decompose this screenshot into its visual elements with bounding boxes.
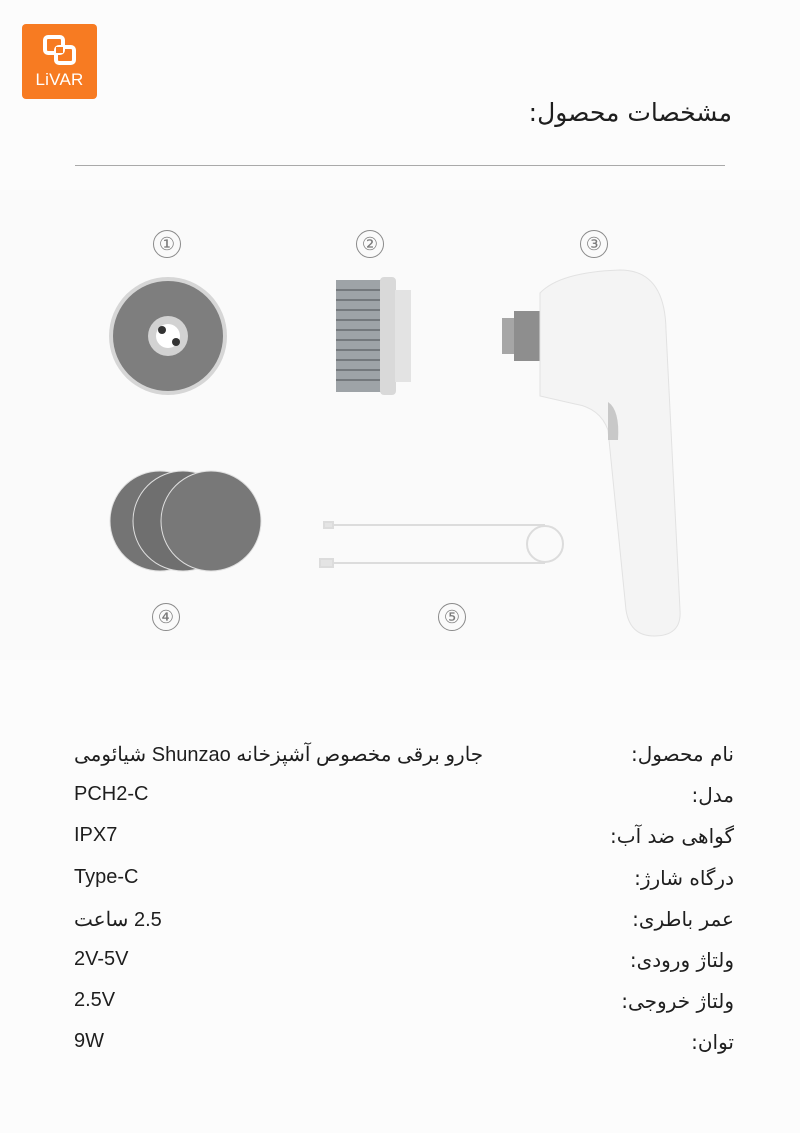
livar-logo-icon <box>42 34 78 68</box>
spec-value: 2V-5V <box>74 947 129 970</box>
polishing-pad-icon <box>109 277 227 395</box>
item-number-2: ② <box>356 230 384 258</box>
spec-value: Type-C <box>74 865 139 888</box>
spec-label: عمر باطری: <box>632 906 734 931</box>
spec-row-waterproof <box>74 824 734 865</box>
item-number-4: ④ <box>152 603 180 631</box>
brand-name: LiVAR <box>35 70 84 89</box>
spec-label: نام محصول: <box>631 742 734 766</box>
brand-logo <box>22 24 97 99</box>
spec-label: ولتاژ ورودی: <box>629 947 734 972</box>
spec-row-power <box>74 1030 734 1071</box>
usb-cable-icon <box>320 522 563 567</box>
item-number-3: ③ <box>580 230 608 258</box>
spec-value: PCH2-C <box>74 783 149 806</box>
spec-label: ولتاژ خروجی: <box>621 989 734 1014</box>
brush-handle-icon <box>502 270 680 636</box>
spec-label: مدل: <box>691 783 734 808</box>
spec-value: 2.5V <box>74 989 116 1012</box>
spec-row-charging-port <box>74 866 734 907</box>
spec-value: 9W <box>74 1030 104 1053</box>
item-number-5: ⑤ <box>438 603 466 631</box>
title-divider <box>75 165 725 166</box>
spec-row-input-voltage <box>74 948 734 989</box>
spec-value: IPX7 <box>74 824 118 847</box>
item-number-1: ① <box>153 230 181 258</box>
page-title: مشخصات محصول: <box>528 98 732 127</box>
spec-row-battery-life <box>74 907 734 948</box>
product-illustration <box>0 190 800 660</box>
spec-label: درگاه شارژ: <box>634 865 734 890</box>
spec-value: جارو برقی مخصوص آشپزخانه Shunzao شیائومی <box>74 744 484 766</box>
spec-label: توان: <box>691 1030 734 1055</box>
sponge-pads-icon <box>110 471 261 571</box>
spec-row-product-name <box>74 742 734 783</box>
spec-row-model <box>74 783 734 824</box>
accessories-drawing <box>0 190 800 660</box>
spec-list <box>74 742 734 1072</box>
spec-label: گواهی ضد آب: <box>610 824 734 849</box>
bristle-brush-icon <box>336 277 411 395</box>
spec-value: 2.5 ساعت <box>74 908 162 931</box>
spec-row-output-voltage <box>74 989 734 1030</box>
